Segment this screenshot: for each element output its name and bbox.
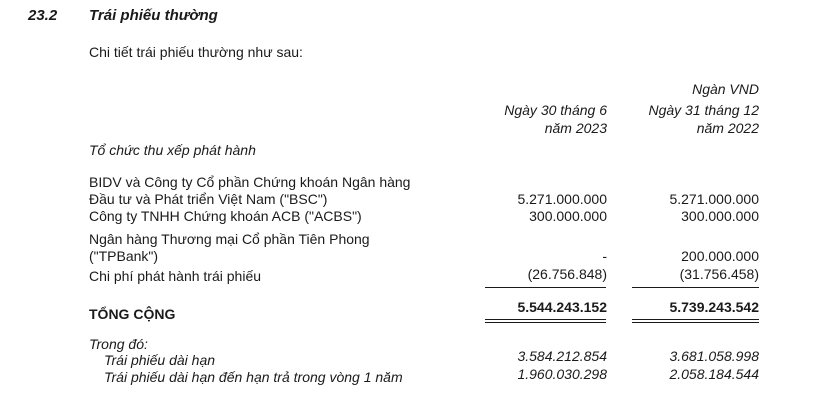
table-cell-bsc-2023: 5.271.000.000: [517, 191, 607, 207]
table-row-bsc-label: [89, 174, 410, 208]
section-number: 23.2: [28, 7, 58, 24]
breakdown-long-term-2023: 3.584.212.854: [517, 348, 607, 364]
row-label-line1: Ngân hàng Thương mại Cổ phần Tiên Phong: [89, 231, 370, 247]
column-header-2022-line2: năm 2022: [696, 120, 759, 136]
breakdown-long-term-label: Trái phiếu dài hạn: [104, 352, 216, 368]
breakdown-current-portion-label: Trái phiếu dài hạn đến hạn trả trong vòng 1 năm: [104, 369, 403, 385]
column-header-2022-line1: Ngày 31 tháng 12: [648, 102, 759, 118]
table-cell-issuance-cost-2023: (26.756.848): [527, 266, 607, 282]
breakdown-label: Trong đó:: [89, 336, 148, 352]
total-2023: 5.544.243.152: [517, 299, 607, 315]
table-cell-tpbank-2022: 200.000.000: [681, 248, 759, 264]
column-header-2022: [648, 101, 759, 137]
table-cell-bsc-2022: 5.271.000.000: [669, 191, 759, 207]
column-header-2023-line2: năm 2023: [544, 120, 607, 136]
total-bottom-rule-2022: [632, 319, 759, 320]
section-title: Trái phiếu thường: [89, 7, 218, 24]
row-label-line1: BIDV và Công ty Cổ phần Chứng khoán Ngân hàng: [89, 174, 411, 190]
total-bottom-rule-2023: [485, 319, 606, 320]
total-top-rule-2022: [632, 287, 759, 288]
breakdown-current-portion-2022: 2.058.184.544: [669, 366, 759, 382]
row-header-label: Tổ chức thu xếp phát hành: [89, 142, 256, 158]
column-header-2023-line1: Ngày 30 tháng 6: [504, 102, 607, 118]
table-cell-issuance-cost-2022: (31.756.458): [679, 266, 759, 282]
table-row-acbs-label: Công ty TNHH Chứng khoán ACB ("ACBS"): [89, 208, 362, 224]
row-label-line2: ("TPBank"): [89, 248, 159, 264]
total-top-rule-2023: [485, 287, 606, 288]
table-cell-tpbank-2023: -: [602, 248, 607, 264]
total-bottom-rule2-2022: [632, 322, 759, 323]
row-label-line2: Đầu tư và Phát triển Việt Nam ("BSC"): [89, 191, 328, 207]
total-label: TỔNG CỘNG: [89, 306, 176, 322]
intro-text: Chi tiết trái phiếu thường như sau:: [89, 44, 303, 60]
table-cell-acbs-2023: 300.000.000: [529, 208, 607, 224]
table-row-tpbank-label: [89, 231, 370, 265]
breakdown-long-term-2022: 3.681.058.998: [669, 348, 759, 364]
unit-label: Ngàn VND: [692, 81, 759, 97]
total-2022: 5.739.243.542: [669, 299, 759, 315]
table-row-issuance-cost-label: Chi phí phát hành trái phiếu: [89, 268, 262, 284]
total-bottom-rule2-2023: [485, 322, 606, 323]
table-cell-acbs-2022: 300.000.000: [681, 208, 759, 224]
breakdown-current-portion-2023: 1.960.030.298: [517, 366, 607, 382]
column-header-2023: [504, 101, 607, 137]
